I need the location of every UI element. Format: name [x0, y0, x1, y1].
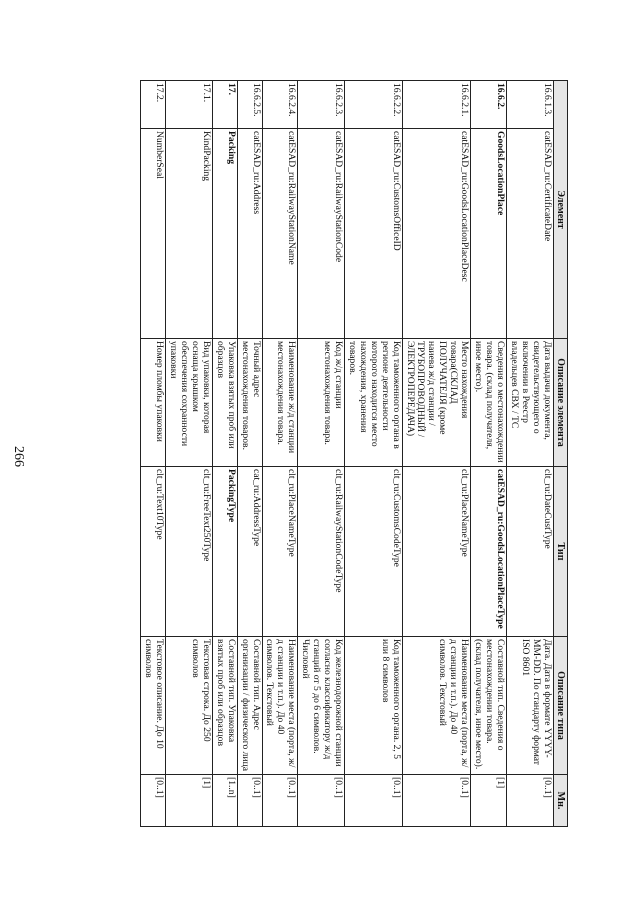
type-description: Текстовая строка. До 250 символов: [166, 637, 213, 775]
element-type: clt_ru:PlaceNameType: [262, 467, 298, 637]
element-name: catESAD_ru:RailwayStationCode: [298, 129, 345, 339]
table-row: [141, 81, 166, 827]
element-type: clt_ru:Text10Type: [141, 467, 166, 637]
type-description: Составной тип. Упаковка взятых проб или образцов: [212, 637, 237, 775]
table-row: [166, 81, 213, 827]
element-name: Packing: [212, 129, 237, 339]
table-row: [506, 81, 553, 827]
element-type: clt_ru:DateCustType: [506, 467, 553, 637]
element-name: catESAD_ru:RailwayStationName: [262, 129, 298, 339]
element-description: Точный адрес местонахождения товаров.: [237, 339, 262, 467]
element-type: clt_ru:FreeText250Type: [166, 467, 213, 637]
multiplicity: [1]: [471, 775, 507, 827]
table-row: [402, 81, 471, 827]
table-row: [345, 81, 403, 827]
multiplicity: [0..1]: [402, 775, 471, 827]
table-row: [237, 81, 262, 827]
row-number: 16.6.2.4.: [262, 81, 298, 129]
row-number: 17.2.: [141, 81, 166, 129]
row-number: 16.6.2.3.: [298, 81, 345, 129]
table-row: [471, 81, 507, 827]
element-description: Место нахождения товара(СКЛАД ПОЛУЧАТЕЛЯ (кроме наиева ж/д станции / ТРУБОПРОВОДНЫЙ / ЭЛЕКТРОПЕРЕДАЧА): [402, 339, 471, 467]
type-description: Код таможенного органа. 2, 5 или 8 символов: [345, 637, 403, 775]
multiplicity: [0..1]: [345, 775, 403, 827]
table-header-row: [553, 81, 567, 827]
element-type: PackingType: [212, 467, 237, 637]
type-description: Наименование места (порта, ж/д станции и т.п.). До 40 символов. Текстовый: [262, 637, 298, 775]
row-number: 17.: [212, 81, 237, 129]
type-description: Составной тип. Сведения о местонахождении товара. (склад получателя, иное место).: [471, 637, 507, 775]
element-type: clt_ru:CustomsCodeType: [345, 467, 403, 637]
element-name: catESAD_ru:CustomsOfficeID: [345, 129, 403, 339]
element-description: Наименование ж/д станции местонахождения товара.: [262, 339, 298, 467]
element-description: Номер пломбы упаковки: [141, 339, 166, 467]
header-type-description: Описание типа: [553, 637, 567, 775]
header-description: Описание элемента: [553, 339, 567, 467]
element-name: KindPacking: [166, 129, 213, 339]
row-number: 17.1.: [166, 81, 213, 129]
multiplicity: [0..1]: [262, 775, 298, 827]
header-element: Элемент: [553, 81, 567, 339]
row-number: 16.6.2.1.: [402, 81, 471, 129]
type-description: Код железнодорожной станции согласно классификатору ж/д станций от 5 до 6 символов. Числовой: [298, 637, 345, 775]
element-type: clt_ru:PlaceNameType: [402, 467, 471, 637]
element-description: Сведения о местонахождении товара. (склад получателя, иное место).: [471, 339, 507, 467]
multiplicity: [0..1]: [141, 775, 166, 827]
rotated-table-wrapper: [140, 80, 568, 826]
type-description: Составной тип. Адрес организации / физического лица: [237, 637, 262, 775]
table-row: [212, 81, 237, 827]
type-description: Дата. Дата в формате YYYY-MM-DD. По стандарту формат ISO 8601: [506, 637, 553, 775]
row-number: 16.6.2.: [471, 81, 507, 129]
header-type: Тип: [553, 467, 567, 637]
page-number: [10, 446, 26, 467]
element-type: clt_ru:RailwayStationCodeType: [298, 467, 345, 637]
multiplicity: [0..1]: [237, 775, 262, 827]
type-description: Наименование места (порта, ж/д станции и т.п.). До 40 символов. Текстовый: [402, 637, 471, 775]
element-name: catESAD_ru:GoodsLocationPlaceDesc: [402, 129, 471, 339]
table-row: [262, 81, 298, 827]
header-multiplicity: Мн.: [553, 775, 567, 827]
element-name: NumberSeal: [141, 129, 166, 339]
element-name: catESAD_ru:Address: [237, 129, 262, 339]
multiplicity: [1]: [166, 775, 213, 827]
multiplicity: [0..1]: [506, 775, 553, 827]
type-description: Текстовое описание. До 10 символов: [141, 637, 166, 775]
multiplicity: [0..1]: [298, 775, 345, 827]
row-number: 16.6.2.2.: [345, 81, 403, 129]
element-type: cat_ru:AddressType: [237, 467, 262, 637]
element-description: Код таможенного органа в регионе деятельности которого находится место нахождения, хранения товаров.: [345, 339, 403, 467]
element-name: catESAD_ru:CertificateDate: [506, 129, 553, 339]
page-number-text: 266: [11, 446, 26, 467]
table-row: [298, 81, 345, 827]
row-number: 16.6.1.3.: [506, 81, 553, 129]
row-number: 16.6.2.5.: [237, 81, 262, 129]
element-description: Упаковка взятых проб или образцов: [212, 339, 237, 467]
element-spec-table: [140, 80, 568, 827]
element-description: Код ж/д станции местонахождения товара.: [298, 339, 345, 467]
element-name: GoodsLocationPlace: [471, 129, 507, 339]
multiplicity: [1..n]: [212, 775, 237, 827]
element-description: Дата выдачи документа, свидетельствующего о включении в Реестр владельцев СВХ / ТС: [506, 339, 553, 467]
element-type: catESAD_ru:GoodsLocationPlaceType: [471, 467, 507, 637]
element-description: Вид упаковки, которая оснаща крышком обеспечения сохранности упаковки: [166, 339, 213, 467]
